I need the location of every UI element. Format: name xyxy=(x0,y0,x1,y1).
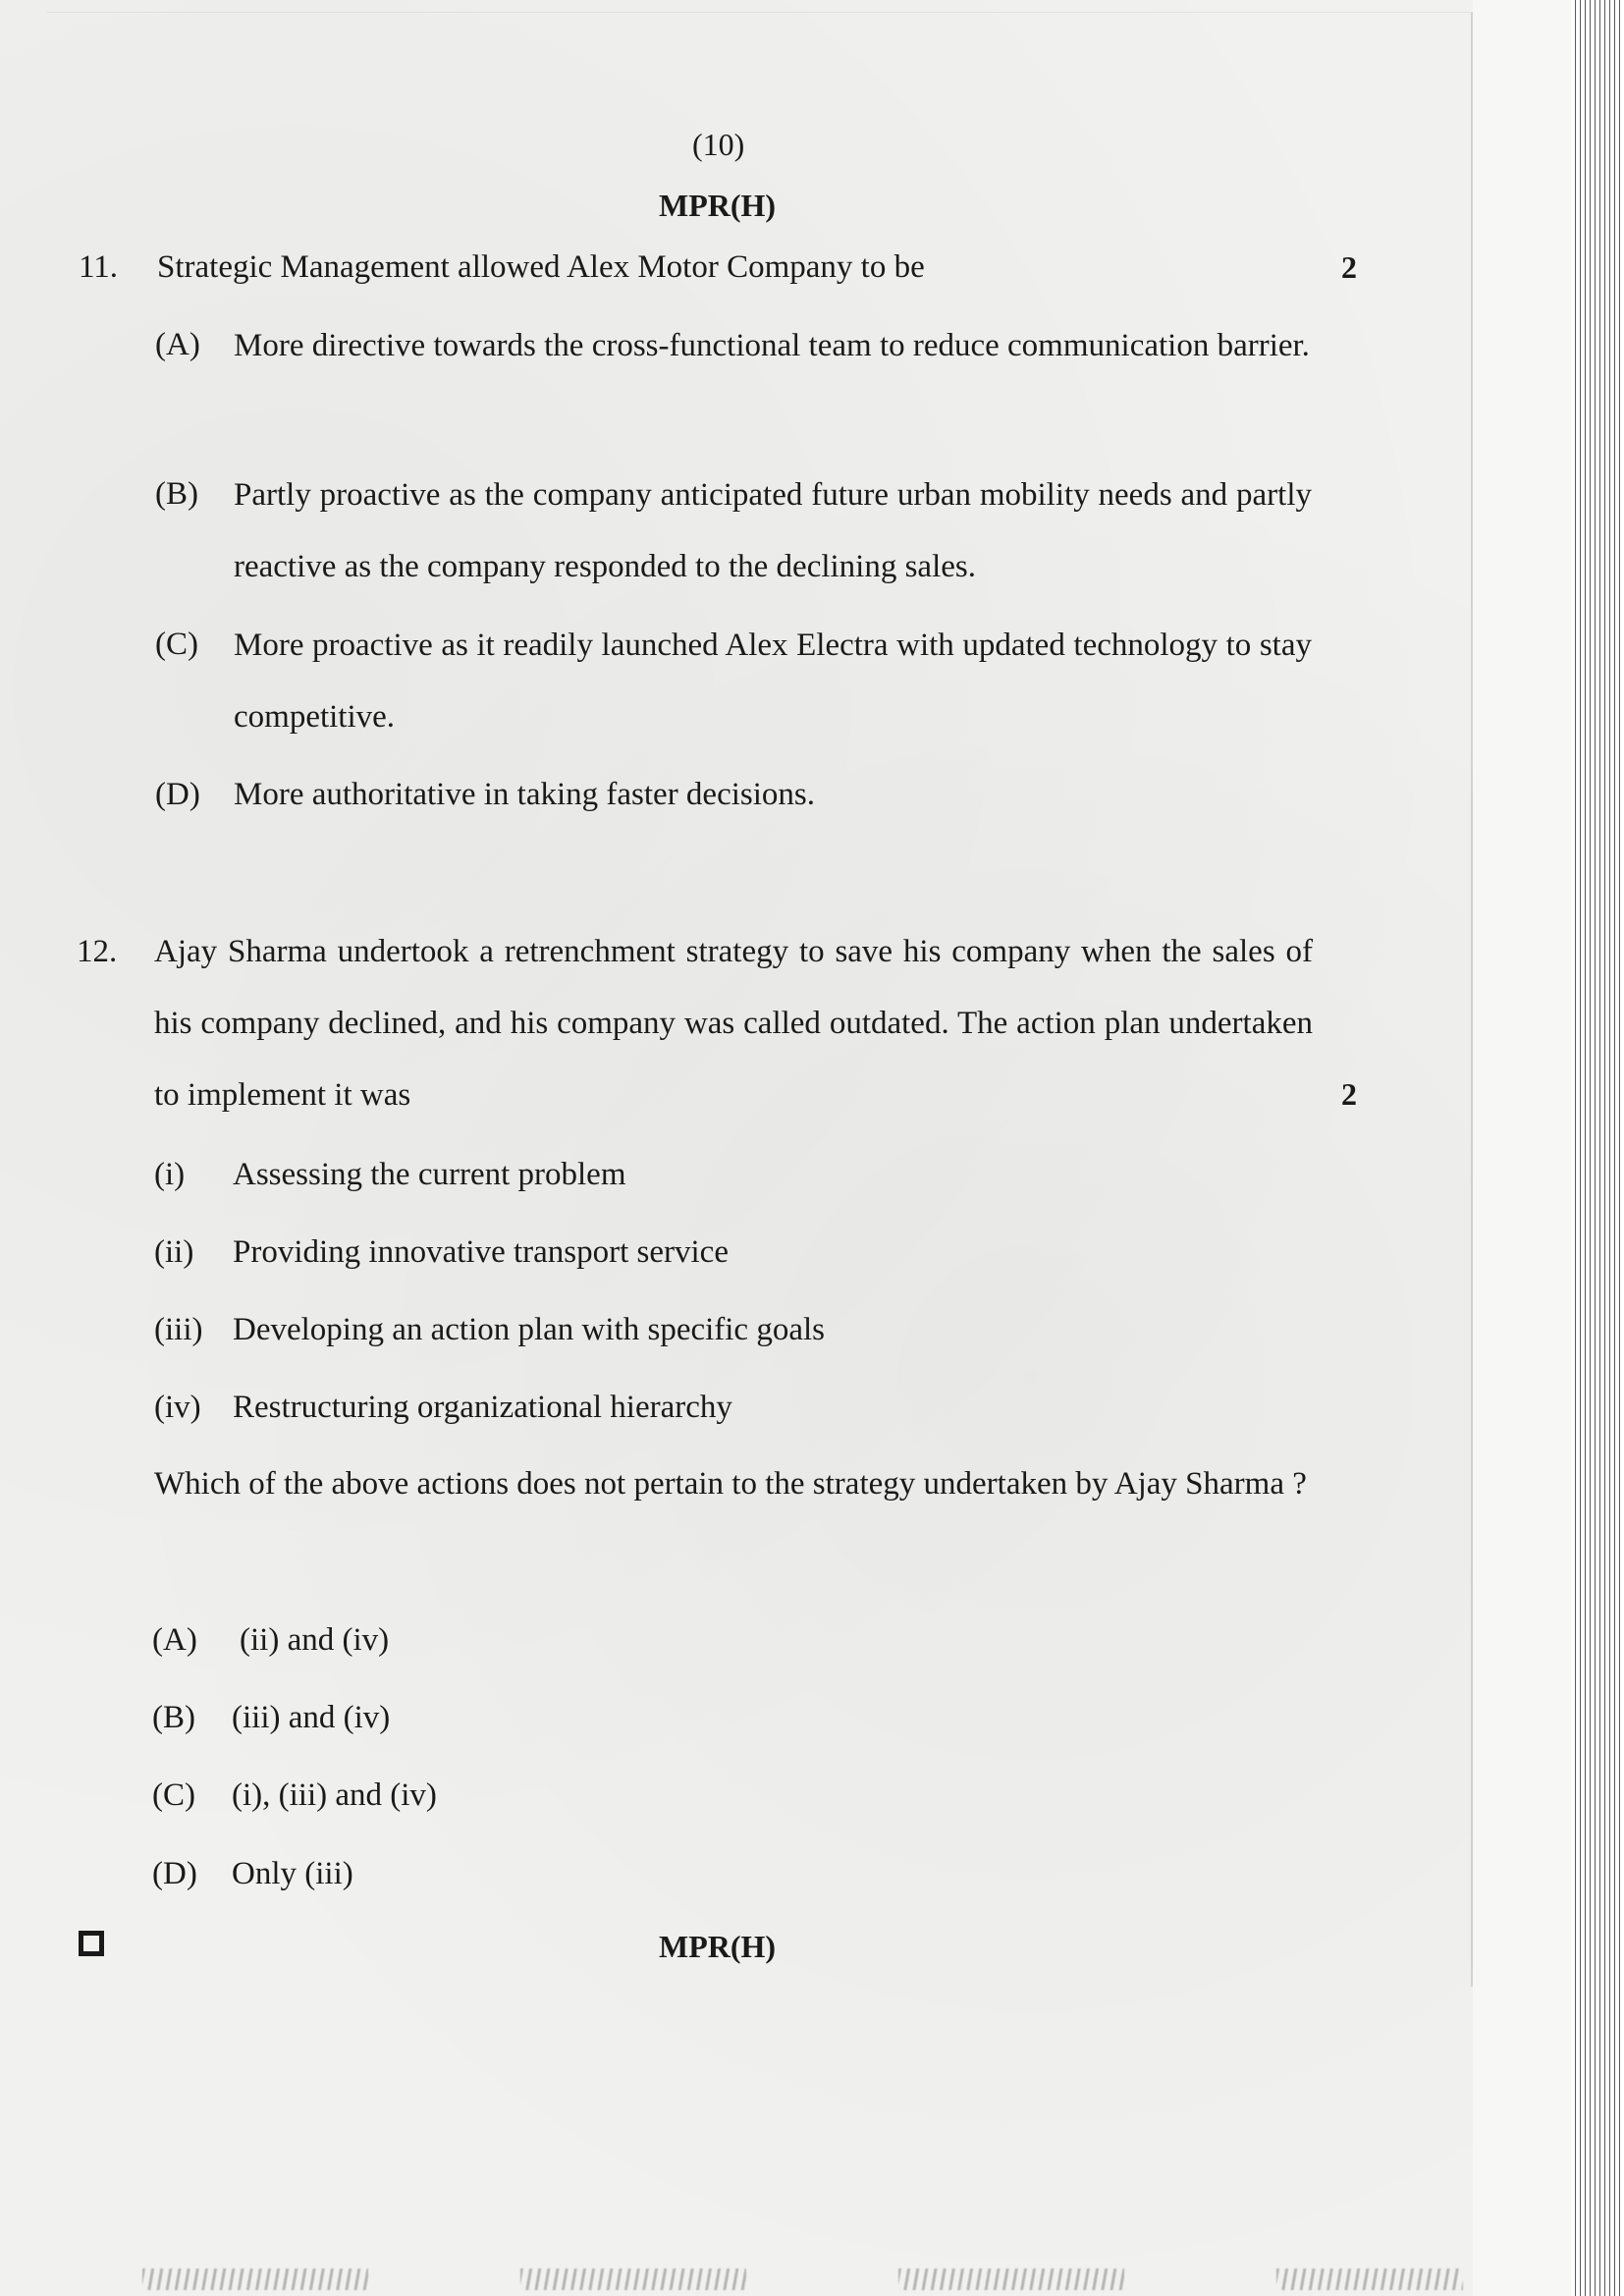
question-12-marks: 2 xyxy=(1341,1076,1357,1112)
q12-option-d-text: Only (iii) xyxy=(232,1856,353,1891)
question-11-marks: 2 xyxy=(1341,249,1357,285)
q12-option-d-label: (D) xyxy=(152,1856,197,1891)
paper-code-footer: MPR(H) xyxy=(659,1929,777,1964)
binding-edge-lines xyxy=(1571,0,1624,2296)
q11-option-a-text: More directive towards the cross-functional team to reduce communication barrier. xyxy=(234,328,1310,363)
print-smudge xyxy=(898,2269,1124,2290)
q12-question-text: Which of the above actions does not pertain to the strategy undertaken by Ajay Sharma ? xyxy=(154,1466,1307,1502)
print-smudge xyxy=(520,2269,746,2290)
q12-option-a-label: (A) xyxy=(152,1622,197,1658)
q12-statement-iv-label: (iv) xyxy=(154,1390,201,1425)
page-edge-gap xyxy=(1473,0,1571,2296)
print-smudge xyxy=(1276,2269,1463,2290)
question-12-stem: Ajay Sharma undertook a retrenchment strategy to save his company when the sales of his company declined, and his company was called outdated. The action plan undertaken to implement it was xyxy=(154,934,1313,1113)
print-smudge xyxy=(142,2269,368,2290)
q12-option-c-text: (i), (iii) and (iv) xyxy=(232,1777,437,1813)
q12-statement-ii-label: (ii) xyxy=(154,1234,194,1270)
q12-statement-iii-label: (iii) xyxy=(154,1312,203,1347)
q12-option-b-text: (iii) and (iv) xyxy=(232,1700,391,1735)
q12-option-a-text: (ii) and (iv) xyxy=(240,1622,390,1658)
q12-statement-i-label: (i) xyxy=(154,1157,186,1192)
question-11-number: 11. xyxy=(79,249,119,285)
q12-statement-ii-text: Providing innovative transport service xyxy=(233,1234,729,1270)
q12-statement-iii-text: Developing an action plan with specific goals xyxy=(233,1312,825,1347)
q11-option-b-label: (B) xyxy=(155,476,198,512)
question-11-stem: Strategic Management allowed Alex Motor Company to be xyxy=(157,249,925,285)
q12-option-b-label: (B) xyxy=(152,1700,195,1735)
q11-option-d-label: (D) xyxy=(155,777,200,812)
question-12-number: 12. xyxy=(77,934,118,969)
q12-statement-i-text: Assessing the current problem xyxy=(233,1157,626,1192)
page-number: (10) xyxy=(692,127,745,162)
q11-option-c-text: More proactive as it readily launched Alex Electra with updated technology to stay competitive. xyxy=(234,628,1312,735)
q11-option-c-label: (C) xyxy=(155,627,198,662)
q12-statement-iv-text: Restructuring organizational hierarchy xyxy=(233,1390,732,1425)
q12-option-c-label: (C) xyxy=(152,1777,195,1813)
q11-option-b-text: Partly proactive as the company anticipated future urban mobility needs and partly reactive as the company responded to the declining sales. xyxy=(234,477,1312,584)
q11-option-d-text: More authoritative in taking faster decisions. xyxy=(234,777,816,812)
q11-option-a-label: (A) xyxy=(155,327,200,362)
footer-square-mark xyxy=(79,1931,104,1956)
paper-code-header: MPR(H) xyxy=(659,188,777,223)
